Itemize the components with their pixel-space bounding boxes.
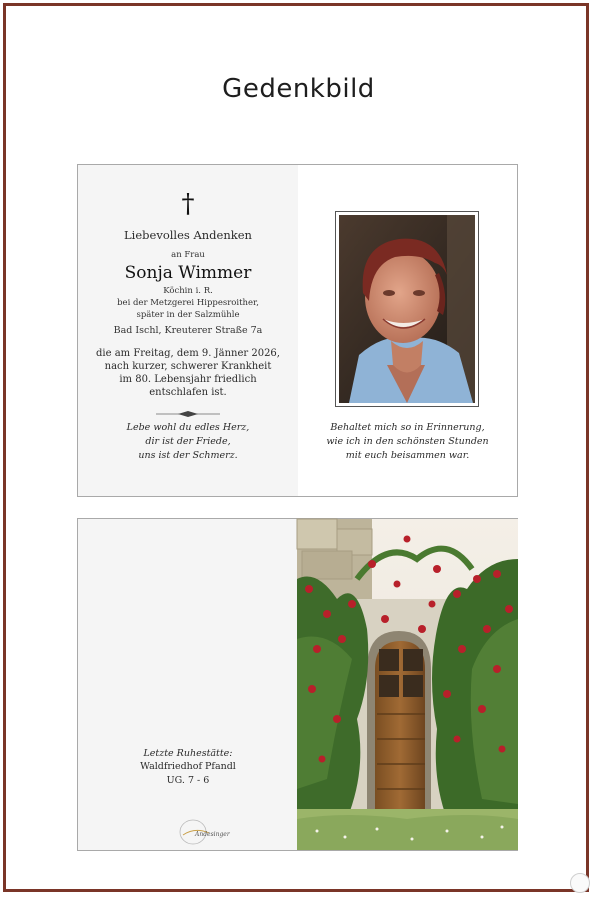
portrait-frame xyxy=(335,211,479,407)
heading: Liebevolles Andenken xyxy=(124,228,252,242)
memorial-card-front xyxy=(77,164,518,497)
logo-text: Andesinger xyxy=(195,831,230,838)
funeral-home-logo xyxy=(175,817,230,847)
card-right-panel xyxy=(298,165,517,496)
portrait-photo xyxy=(339,215,475,403)
card-back-left-panel xyxy=(78,519,298,850)
verse-left-line-3: uns ist der Schmerz. xyxy=(138,450,238,461)
death-line-4: entschlafen ist. xyxy=(149,387,227,398)
card-left-panel xyxy=(78,165,298,496)
verse-left-line-2: dir ist der Friede, xyxy=(145,436,231,447)
death-line-3: im 80. Lebensjahr friedlich xyxy=(119,374,257,385)
verse-right-line-1: Behaltet mich so in Erinnerung, xyxy=(330,422,485,433)
page-title: Gedenkbild xyxy=(222,74,375,104)
verse-left-line-1: Lebe wohl du edles Herz, xyxy=(126,422,250,433)
deceased-name: Sonja Wimmer xyxy=(124,263,252,283)
verse-right-line-3: mit euch beisammen war. xyxy=(345,450,470,461)
occupation: Köchin i. R. xyxy=(163,286,213,296)
rose-doorway-image xyxy=(297,519,518,850)
death-line-2: nach kurzer, schwerer Krankheit xyxy=(104,361,272,372)
corner-circle-icon xyxy=(570,873,590,893)
grave-number: UG. 7 - 6 xyxy=(166,775,210,786)
death-line-1: die am Freitag, dem 9. Jänner 2026, xyxy=(96,348,280,359)
cemetery-name: Waldfriedhof Pfandl xyxy=(140,761,236,772)
verse-right-line-2: wie ich in den schönsten Stunden xyxy=(326,436,489,447)
employment-line-2: später in der Salzmühle xyxy=(136,310,240,320)
cross-icon: † xyxy=(181,189,195,219)
rest-label: Letzte Ruhestätte: xyxy=(143,748,233,759)
employment-line-1: bei der Metzgerei Hippesroither, xyxy=(117,298,259,308)
intro: an Frau xyxy=(171,250,205,260)
ornament-divider xyxy=(156,410,220,418)
address: Bad Ischl, Kreuterer Straße 7a xyxy=(113,325,263,336)
memorial-card-back xyxy=(77,518,518,851)
